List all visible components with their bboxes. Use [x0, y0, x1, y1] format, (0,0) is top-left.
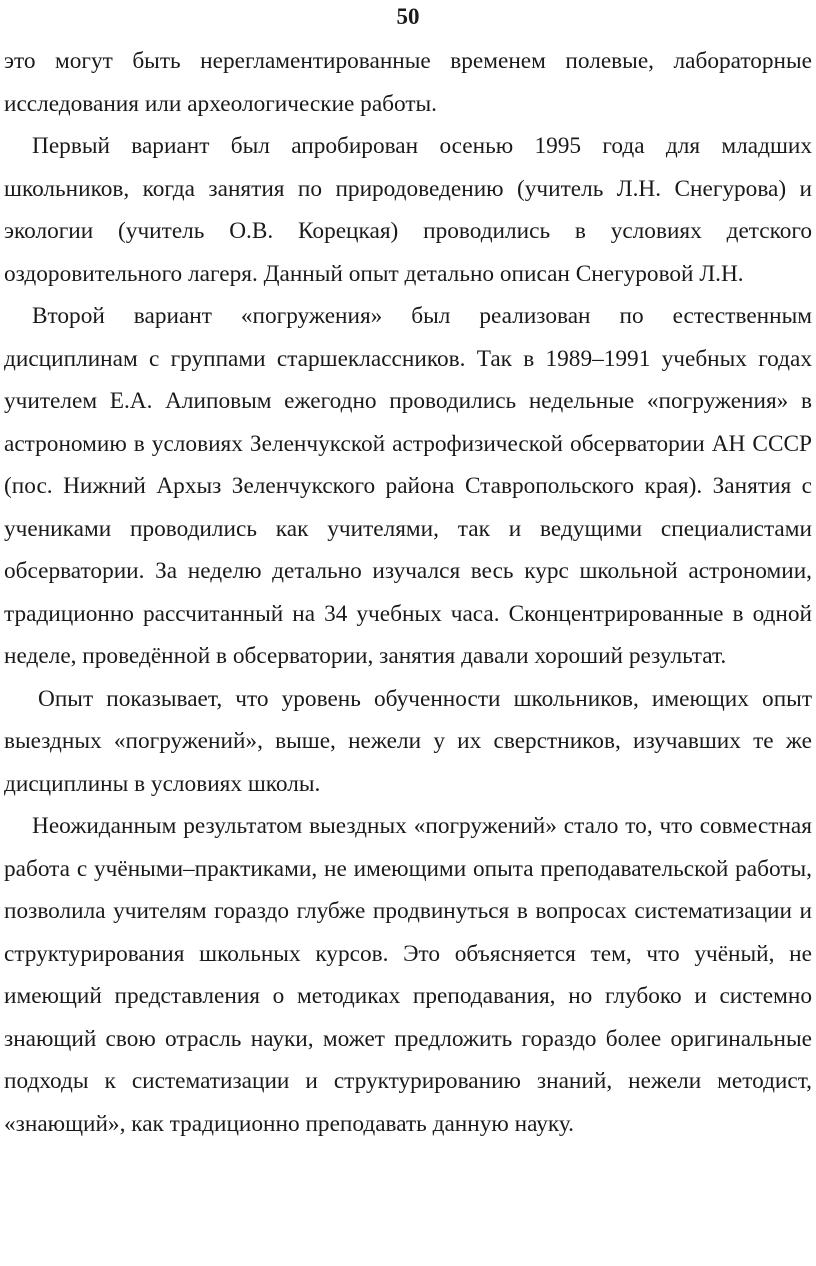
paragraph-second-variant: Второй вариант «погружения» был реализован по естественным дисциплинам с группами старшеклассников. Так в 1989–1991 учебных годах учителем Е.А. Алиповым ежегодно проводились недельные «погружения» в астрономию в условиях Зеленчукской астрофизической обсерватории АН СССР (пос. Нижний Архыз Зеленчукского района Ставропольского края). Занятия с учениками проводились как учителями, так и ведущими специалистами обсерватории. За неделю детально изучался весь курс школьной астрономии, традиционно рассчитанный на 34 учебных часа. Сконцентрированные в одной неделе, проведённой в обсерватории, занятия давали хороший результат. [4, 303, 812, 669]
paragraph-first-variant: Первый вариант был апробирован осенью 1995 года для младших школьников, когда занятия по природоведению (учитель Л.Н. Снегурова) и экологии (учитель О.В. Корецкая) проводились в условиях детского оздоровительного лагеря. Данный опыт детально описан Снегуровой Л.Н. [4, 133, 812, 287]
paragraph-unexpected-result: Неожиданным результатом выездных «погружений» стало то, что совместная работа с учёными–практиками, не имеющими опыта преподавательской работы, позволила учителям гораздо глубже продвинуться в вопросах систематизации и структурирования школьных курсов. Это объясняется тем, что учёный, не имеющий представления о методиках преподавания, но глубоко и системно знающий свою отрасль науки, может предложить гораздо более оригинальные подходы к систематизации и структурированию знаний, нежели методист, «знающий», как традиционно преподавать данную науку. [4, 813, 812, 1137]
paragraph-experience: Опыт показывает, что уровень обученности школьников, имеющих опыт выездных «погружений», выше, нежели у их сверстников, изучавших те же дисциплины в условиях школы. [4, 685, 812, 797]
page-number: 50 [396, 4, 420, 29]
document-body [4, 40, 812, 1145]
paragraph-continuation: это могут быть нерегламентированные временем полевые, лабораторные исследования или археологические работы. [4, 48, 812, 117]
